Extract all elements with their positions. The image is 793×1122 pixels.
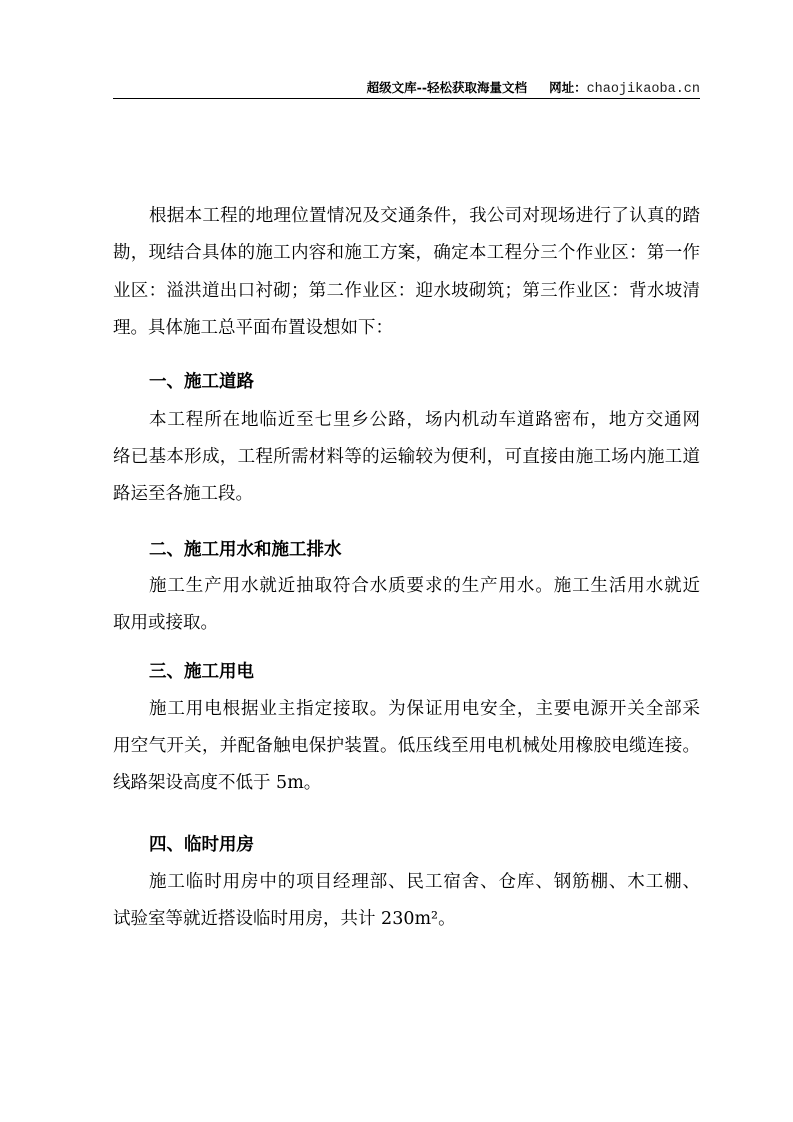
section-heading: 二、施工用水和施工排水 [149,540,342,560]
paragraph-line: 施工临时用房中的项目经理部、民工宿舍、仓库、钢筋棚、木工棚、 [149,872,700,892]
paragraph-line: 理。具体施工总平面布置设想如下： [113,318,393,338]
section-heading: 四、临时用房 [149,835,254,855]
paragraph-line: 用空气开关，并配备触电保护装置。低压线至用电机械处用橡胶电缆连接。 [113,736,700,756]
paragraph-line: 施工用电根据业主指定接取。为保证用电安全，主要电源开关全部采 [149,699,700,719]
header-url: chaojikaoba.cn [586,82,700,97]
header-rule [113,98,700,99]
paragraph-line: 络已基本形成，工程所需材料等的运输较为便利，可直接由施工场内施工道 [113,447,700,467]
section-heading: 三、施工用电 [149,662,254,682]
paragraph-line: 根据本工程的地理位置情况及交通条件，我公司对现场进行了认真的踏 [149,206,700,226]
paragraph-line: 业区：溢洪道出口衬砌；第二作业区：迎水坡砌筑；第三作业区：背水坡清 [113,281,700,301]
header-url-label: 网址： [549,80,587,95]
header-site-name: 超级文库--轻松获取海量文档 [366,80,528,95]
paragraph-line: 路运至各施工段。 [113,484,253,504]
section-heading: 一、施工道路 [149,372,254,392]
paragraph-line: 本工程所在地临近至七里乡公路，场内机动车道路密布，地方交通网 [149,410,700,430]
page-header [113,78,700,97]
paragraph-line: 勘，现结合具体的施工内容和施工方案，确定本工程分三个作业区：第一作 [113,243,700,263]
paragraph-line: 取用或接取。 [113,613,218,633]
paragraph-line: 线路架设高度不低于 5m。 [113,773,322,793]
paragraph-line: 试验室等就近搭设临时用房，共计 230m²。 [113,909,456,929]
paragraph-line: 施工生产用水就近抽取符合水质要求的生产用水。施工生活用水就近 [149,576,700,596]
